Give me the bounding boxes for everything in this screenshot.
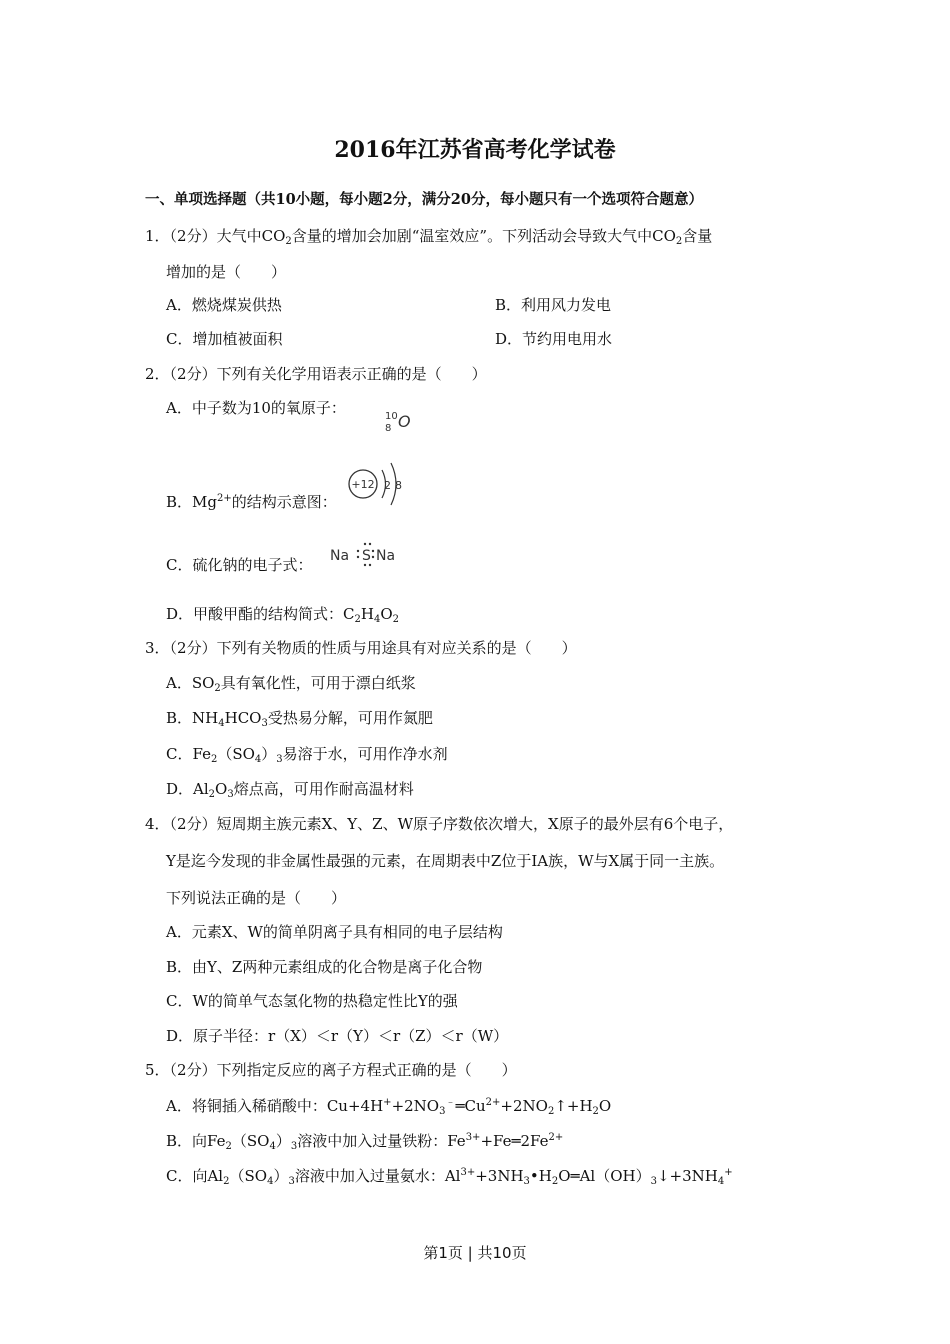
question-2-stem: 2．（2分）下列有关化学用语表示正确的是（ ）	[145, 365, 487, 383]
atomic-number: 8	[385, 423, 392, 434]
question-3-option-c: C．$Fe_2(SO_4)_3$易溶于水，可用作净水剂	[166, 745, 448, 765]
question-1-option-a: A．燃烧煤炭供热	[166, 296, 282, 314]
question-1-option-c: C．增加植被面积	[166, 330, 283, 348]
question-4-stem-cont-2: 下列说法正确的是（ ）	[166, 889, 347, 907]
question-1-option-d: D．节约用电用水	[495, 330, 613, 348]
question-2-option-d: D．甲酸甲酯的结构简式：$C_2H_4O_2$	[166, 605, 400, 625]
question-5-option-b: B．向$Fe_2(SO_4)_3$溶液中加入过量铁粉：$Fe^{3+}+Fe═2Fe^{2+}$	[166, 1132, 564, 1152]
question-4-option-b: B．由Y、Z两种元素组成的化合物是离子化合物	[166, 958, 483, 976]
sulfur-center: S	[362, 548, 371, 564]
question-3-option-d: D．$Al_2O_3$熔点高，可用作耐高温材料	[166, 780, 414, 800]
question-1-option-b: B．利用风力发电	[495, 296, 612, 314]
question-4-stem-cont: Y是迄今发现的非金属性最强的元素，在周期表中Z位于IA族，W与X属于同一主族。	[166, 852, 725, 870]
sodium-right: Na	[376, 548, 396, 564]
shell-2-electrons: 8	[395, 479, 402, 492]
question-4-option-a: A．元素X、W的简单阴离子具有相同的电子层结构	[166, 923, 503, 941]
question-3-option-a: A．$SO_2$具有氧化性，可用于漂白纸浆	[166, 674, 416, 694]
question-4-option-c: C．W的简单气态氢化物的热稳定性比Y的强	[166, 992, 458, 1010]
section-heading: 一、单项选择题（共10小题，每小题2分，满分20分，每小题只有一个选项符合题意）	[145, 191, 703, 208]
question-1-stem-cont: 增加的是（ ）	[166, 263, 287, 281]
question-2-option-a: A．中子数为10的氧原子：	[166, 399, 346, 417]
question-4-stem: 4．（2分）短周期主族元素X、Y、Z、W原子序数依次增大，X原子的最外层有6个电子，	[145, 815, 734, 833]
nucleus-charge: +12	[351, 478, 375, 491]
question-5-option-c: C．向$Al_2(SO_4)_3$溶液中加入过量氨水：$Al^{3+}+3NH_3•H_2O═Al(OH)_3↓+3NH_4^+$	[166, 1167, 733, 1187]
question-3-option-b: B．$NH_4HCO_3$受热易分解，可用作氮肥	[166, 709, 433, 729]
question-5-option-a: A．将铜插入稀硝酸中：$Cu+4H^++2NO_3^﹣═Cu^{2+}+2NO_2↑+H_2O$	[166, 1097, 612, 1117]
question-4-option-d: D．原子半径：r（X）＜r（Y）＜r（Z）＜r（W）	[166, 1027, 509, 1045]
page-footer: 第1页 | 共10页	[423, 1244, 527, 1262]
mass-number: 10	[385, 411, 398, 422]
shell-1-electrons: 2	[384, 479, 391, 492]
question-3-stem: 3．（2分）下列有关物质的性质与用途具有对应关系的是（ ）	[145, 639, 577, 657]
page-title: 2016年江苏省高考化学试卷	[334, 137, 616, 163]
question-1-stem: 1．（2分）大气中$CO_2$含量的增加会加剧“温室效应”。下列活动会导致大气中$CO_2$含量	[145, 227, 713, 247]
oxygen-isotope-notation	[382, 408, 416, 434]
question-2-option-c: C．硫化钠的电子式：	[166, 556, 313, 574]
sodium-left: Na	[330, 548, 350, 564]
element-symbol: O	[398, 412, 411, 431]
mg-ion-structure-diagram	[344, 456, 410, 508]
question-2-option-b: B．$Mg^{2+}$的结构示意图：	[166, 493, 337, 511]
na2s-electron-formula	[328, 540, 404, 570]
question-5-stem: 5．（2分）下列指定反应的离子方程式正确的是（ ）	[145, 1061, 517, 1079]
